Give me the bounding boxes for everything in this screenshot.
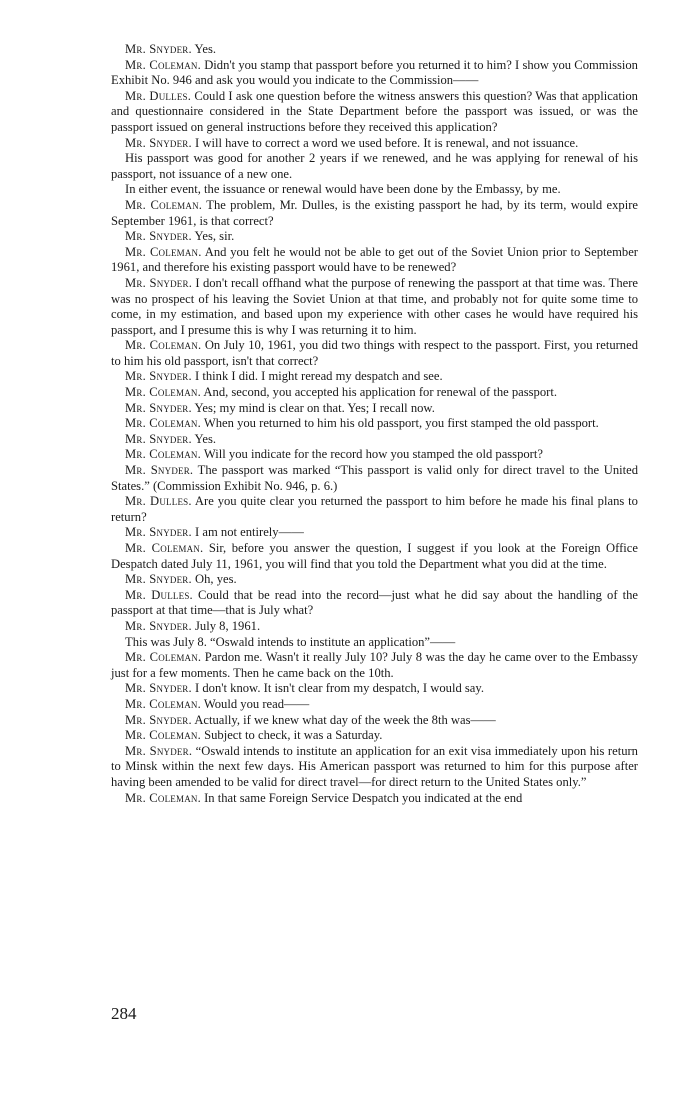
testimony-paragraph — [111, 229, 638, 245]
testimony-paragraph — [111, 697, 638, 713]
speech-text: When you returned to him his old passport, you first stamped the old passport. — [203, 416, 599, 431]
speech-text: And you felt he would not be able to get out of the Soviet Union prior to September 1961, and therefore his existing passport would have to be renewed? — [111, 244, 638, 275]
speaker-name: Mr. Snyder. — [125, 681, 192, 696]
testimony-paragraph — [111, 198, 638, 229]
testimony-paragraph — [111, 182, 638, 198]
speech-text: Yes. — [194, 431, 217, 446]
testimony-paragraph — [111, 588, 638, 619]
speaker-name: Mr. Snyder. — [125, 400, 192, 415]
testimony-paragraph — [111, 744, 638, 791]
speaker-name: Mr. Snyder. — [125, 42, 192, 56]
speech-text: I will have to correct a word we used before. It is renewal, and not issuance. — [195, 135, 579, 150]
speaker-name: Mr. Dulles. — [125, 494, 192, 509]
speaker-name: Mr. Snyder. — [125, 743, 193, 758]
speaker-name: Mr. Coleman. — [125, 541, 204, 555]
speaker-name: Mr. Coleman. — [125, 338, 202, 353]
testimony-paragraph — [111, 385, 638, 401]
testimony-paragraph — [111, 245, 638, 276]
speech-text: Could that be read into the record—just what he did say about the handling of the passport at that time—that is July what? — [111, 587, 638, 618]
speech-text: Yes. — [194, 42, 217, 56]
speech-text: Actually, if we knew what day of the week the 8th was—— — [194, 712, 496, 727]
speech-text: Could I ask one question before the witness answers this question? Was that application and questionnaire considered in the State Department before the passport was issued, or was the passport issued on general instructions before they received this application? — [111, 88, 638, 134]
speaker-name: Mr. Coleman. — [125, 244, 202, 259]
speech-text: Yes, sir. — [194, 229, 235, 244]
speech-text: I don't recall offhand what the purpose of renewing the passport at that time was. There was no prospect of his leaving the Soviet Union at that time, and probably not for quite some time to come, in my estimation, and based upon my experience with other cases he would have required his passport, and I presume this is why I was returning it to him. — [111, 275, 638, 337]
speech-text: Sir, before you answer the question, I suggest if you look at the Foreign Office Despatch dated July 11, 1961, you will find that you told the Department what you did at the time. — [111, 541, 638, 571]
speech-text: In that same Foreign Service Despatch you indicated at the end — [204, 790, 523, 805]
speech-text: Are you quite clear you returned the passport to him before he made his final plans to return? — [111, 494, 638, 524]
testimony-paragraph — [111, 791, 638, 807]
speaker-name: Mr. Coleman. — [125, 197, 203, 212]
speech-text: This was July 8. “Oswald intends to institute an application”—— — [125, 634, 456, 649]
testimony-paragraph — [111, 463, 638, 494]
speech-text: Subject to check, it was a Saturday. — [204, 728, 383, 743]
speaker-name: Mr. Snyder. — [125, 712, 192, 727]
speaker-name: Mr. Coleman. — [125, 447, 201, 462]
speech-text: I think I did. I might reread my despatch and see. — [195, 369, 443, 384]
testimony-paragraph — [111, 338, 638, 369]
speaker-name: Mr. Snyder. — [125, 431, 192, 446]
speech-text: His passport was good for another 2 years if we renewed, and he was applying for renewal of his passport, not issuance of a new one. — [111, 151, 638, 181]
speaker-name: Mr. Snyder. — [125, 525, 192, 540]
testimony-paragraph — [111, 151, 638, 182]
testimony-paragraph — [111, 650, 638, 681]
speech-text: “Oswald intends to institute an application for an exit visa immediately upon his return to Minsk within the next few days. His American passport was returned to him for this purpose after having been amended to be valid for direct travel—for direct return to the United States only.” — [111, 743, 638, 789]
testimony-paragraph — [111, 416, 638, 432]
speech-text: I don't know. It isn't clear from my despatch, I would say. — [195, 681, 485, 696]
speaker-name: Mr. Coleman. — [125, 416, 201, 431]
speech-text: In either event, the issuance or renewal would have been done by the Embassy, by me. — [125, 182, 561, 197]
speaker-name: Mr. Snyder. — [125, 229, 192, 244]
testimony-paragraph — [111, 494, 638, 525]
testimony-paragraph — [111, 136, 638, 152]
testimony-paragraph — [111, 713, 638, 729]
speech-text: And, second, you accepted his application for renewal of the passport. — [203, 385, 557, 400]
testimony-column — [111, 42, 638, 806]
testimony-paragraph — [111, 401, 638, 417]
speech-text: The problem, Mr. Dulles, is the existing passport he had, by its term, would expire September 1961, is that correct? — [111, 197, 638, 228]
testimony-paragraph — [111, 681, 638, 697]
testimony-paragraph — [111, 447, 638, 463]
speaker-name: Mr. Coleman. — [125, 728, 201, 743]
testimony-paragraph — [111, 432, 638, 448]
speaker-name: Mr. Snyder. — [125, 275, 193, 290]
speech-text: Didn't you stamp that passport before you returned it to him? I show you Commission Exhibit No. 946 and ask you would you indicate to the Commission—— — [111, 57, 638, 88]
speech-text: Pardon me. Wasn't it really July 10? July 8 was the day he came over to the Embassy just for a few moments. Then he came back on the 10th. — [111, 650, 639, 680]
speaker-name: Mr. Snyder. — [125, 369, 192, 384]
speaker-name: Mr. Coleman. — [125, 385, 201, 400]
speaker-name: Mr. Dulles. — [125, 587, 193, 602]
speaker-name: Mr. Coleman. — [125, 650, 202, 665]
page-number: 284 — [111, 1004, 137, 1023]
speech-text: Oh, yes. — [195, 572, 237, 587]
testimony-paragraph — [111, 635, 638, 651]
speech-text: Would you read—— — [203, 696, 310, 711]
speech-text: I am not entirely—— — [195, 525, 304, 540]
testimony-paragraph — [111, 541, 638, 572]
speech-text: Yes; my mind is clear on that. Yes; I recall now. — [194, 400, 435, 415]
testimony-paragraph — [111, 525, 638, 541]
speaker-name: Mr. Snyder. — [125, 572, 192, 587]
speech-text: July 8, 1961. — [195, 618, 261, 633]
speaker-name: Mr. Dulles. — [125, 88, 192, 103]
speech-text: The passport was marked “This passport is valid only for direct travel to the United States.” (Commission Exhibit No. 946, p. 6.) — [111, 463, 638, 493]
speaker-name: Mr. Coleman. — [125, 696, 201, 711]
testimony-paragraph — [111, 276, 638, 338]
testimony-paragraph — [111, 728, 638, 744]
speaker-name: Mr. Snyder. — [125, 463, 194, 478]
testimony-paragraph — [111, 572, 638, 588]
testimony-paragraph — [111, 369, 638, 385]
speaker-name: Mr. Snyder. — [125, 135, 192, 150]
speech-text: On July 10, 1961, you did two things with respect to the passport. First, you returned to him his old passport, isn't that correct? — [111, 338, 638, 368]
testimony-paragraph — [111, 89, 638, 136]
speaker-name: Mr. Coleman. — [125, 790, 201, 805]
speaker-name: Mr. Coleman. — [125, 57, 201, 72]
testimony-paragraph — [111, 42, 638, 58]
speaker-name: Mr. Snyder. — [125, 618, 192, 633]
testimony-paragraph — [111, 619, 638, 635]
speech-text: Will you indicate for the record how you stamped the old passport? — [203, 447, 543, 462]
testimony-paragraph — [111, 58, 638, 89]
